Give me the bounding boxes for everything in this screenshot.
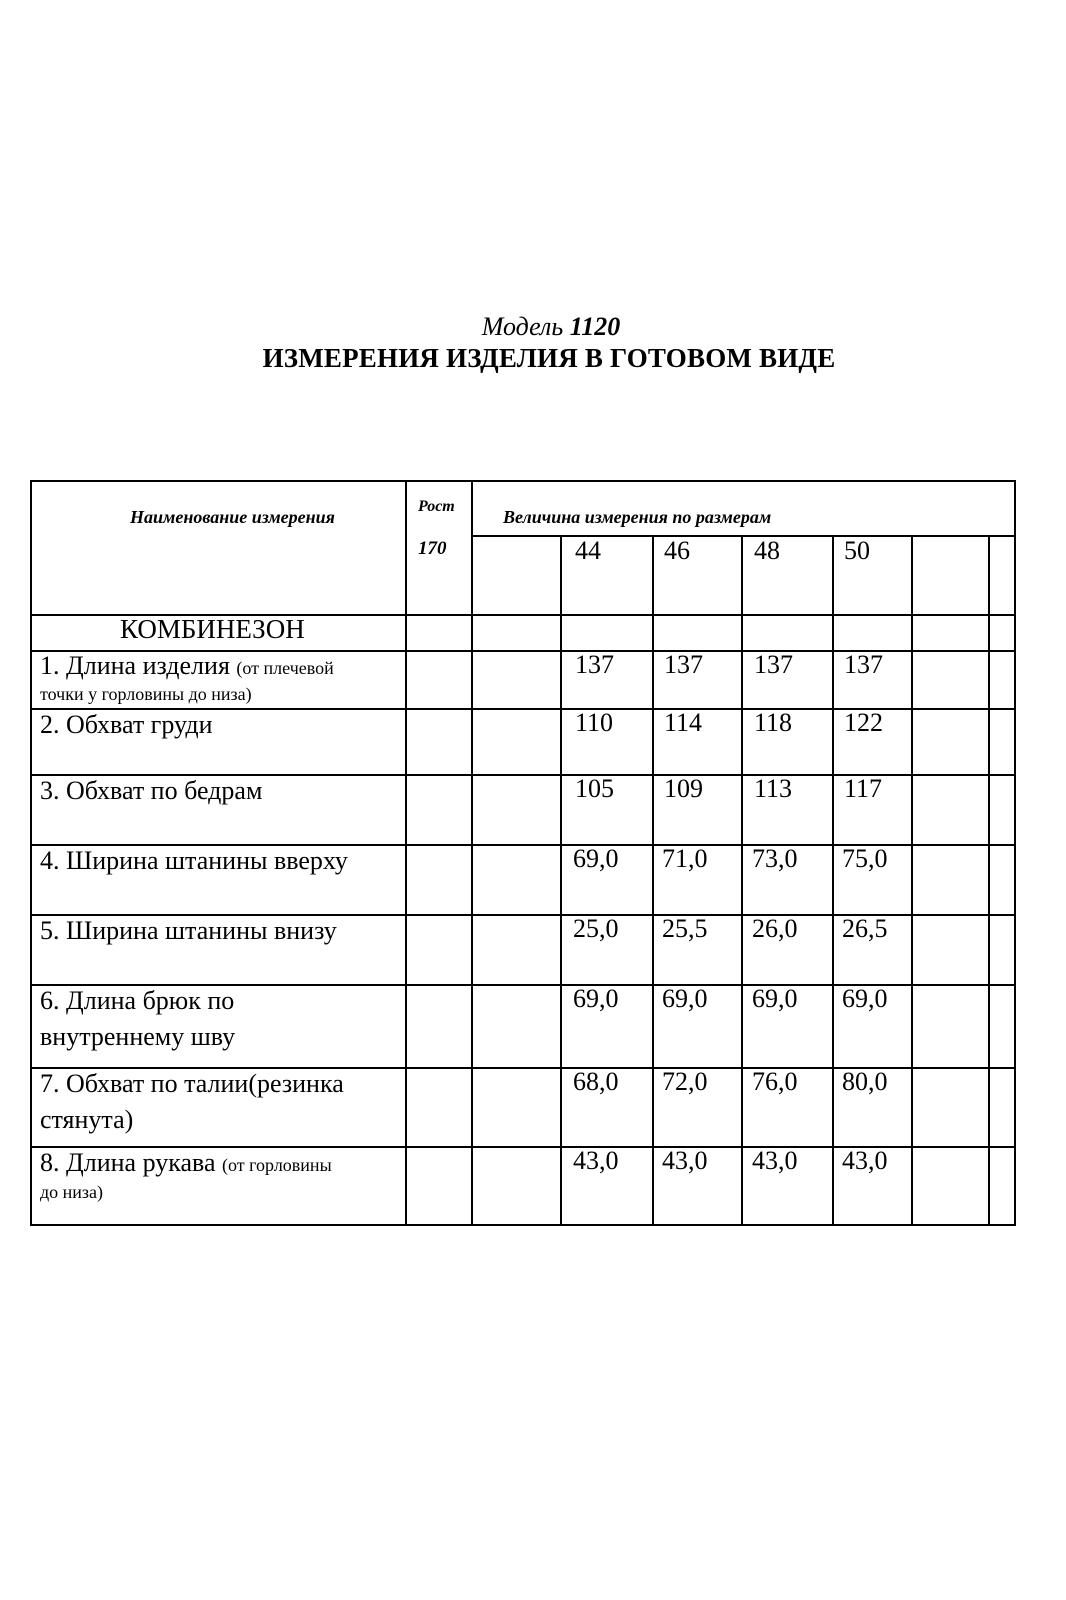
model-number: 1120 bbox=[569, 312, 621, 341]
row-label-line2: стянута) bbox=[40, 1105, 134, 1134]
table-border-bottom bbox=[30, 1224, 1016, 1226]
value-cell: 72,0 bbox=[662, 1067, 708, 1096]
row-label: 7. Обхват по талии(резинка bbox=[40, 1069, 344, 1098]
row-label-text: 8. Длина рукава bbox=[40, 1148, 216, 1177]
model-word: Модель bbox=[481, 312, 564, 341]
value-cell: 76,0 bbox=[752, 1067, 798, 1096]
col-divider bbox=[405, 480, 407, 1226]
row-label: 3. Обхват по бедрам bbox=[40, 776, 263, 805]
value-cell: 110 bbox=[575, 708, 614, 737]
row-label bbox=[40, 648, 334, 686]
size-46: 46 bbox=[664, 536, 690, 565]
row-label-text: 1. Длина изделия bbox=[40, 651, 230, 680]
table-border-right bbox=[1014, 480, 1016, 1226]
value-cell: 68,0 bbox=[573, 1067, 619, 1096]
value-cell: 69,0 bbox=[573, 984, 619, 1013]
value-cell: 75,0 bbox=[842, 844, 888, 873]
row-label: 4. Ширина штанины вверху bbox=[40, 846, 348, 875]
value-cell: 26,5 bbox=[842, 914, 888, 943]
col-divider bbox=[652, 535, 654, 1226]
col-divider bbox=[988, 535, 990, 1226]
value-cell: 73,0 bbox=[752, 844, 798, 873]
value-cell: 109 bbox=[664, 774, 703, 803]
col-name-header: Наименование измерения bbox=[130, 507, 335, 527]
section-label: КОМБИНЕЗОН bbox=[120, 614, 305, 644]
value-cell: 105 bbox=[575, 774, 614, 803]
height-header: Рост bbox=[418, 498, 455, 515]
row-label: 2. Обхват груди bbox=[40, 710, 213, 739]
col-divider bbox=[560, 535, 562, 1226]
value-cell: 114 bbox=[664, 708, 703, 737]
value-cell: 80,0 bbox=[842, 1067, 888, 1096]
model-line bbox=[0, 312, 1066, 342]
value-cell: 25,5 bbox=[662, 914, 708, 943]
value-cell: 117 bbox=[844, 774, 883, 803]
size-44: 44 bbox=[575, 536, 601, 565]
col-divider bbox=[911, 535, 913, 1226]
row-note: (от плечевой bbox=[236, 658, 334, 678]
value-cell: 69,0 bbox=[662, 984, 708, 1013]
row-note-line2: до низа) bbox=[40, 1182, 104, 1202]
value-cell: 43,0 bbox=[573, 1146, 619, 1175]
value-cell: 43,0 bbox=[752, 1146, 798, 1175]
measurements-table bbox=[30, 480, 1016, 1226]
height-value: 170 bbox=[418, 538, 447, 559]
value-cell: 137 bbox=[754, 650, 793, 679]
sizes-header-divider bbox=[472, 535, 1016, 537]
value-cell: 137 bbox=[575, 650, 614, 679]
value-cell: 25,0 bbox=[573, 914, 619, 943]
value-cell: 43,0 bbox=[842, 1146, 888, 1175]
value-cell: 69,0 bbox=[752, 984, 798, 1013]
value-cell: 43,0 bbox=[662, 1146, 708, 1175]
value-cell: 69,0 bbox=[842, 984, 888, 1013]
table-border-top bbox=[30, 480, 1016, 482]
size-48: 48 bbox=[754, 536, 780, 565]
size-50: 50 bbox=[844, 536, 870, 565]
value-cell: 69,0 bbox=[573, 844, 619, 873]
value-cell: 71,0 bbox=[662, 844, 708, 873]
col-divider bbox=[832, 535, 834, 1226]
col-divider bbox=[471, 480, 473, 1226]
value-cell: 113 bbox=[754, 774, 793, 803]
value-cell: 122 bbox=[844, 708, 883, 737]
row-note: (от горловины bbox=[222, 1155, 332, 1175]
value-cell: 26,0 bbox=[752, 914, 798, 943]
table-border-left bbox=[30, 480, 32, 1226]
row-label: 5. Ширина штанины внизу bbox=[40, 916, 337, 945]
value-cell: 118 bbox=[754, 708, 793, 737]
col-divider bbox=[741, 535, 743, 1226]
sizes-header: Величина измерения по размерам bbox=[503, 507, 772, 527]
row-label: 6. Длина брюк по bbox=[40, 986, 235, 1015]
row-note-line2: точки у горловины до низа) bbox=[40, 684, 252, 704]
document-title: ИЗМЕРЕНИЯ ИЗДЕЛИЯ В ГОТОВОМ ВИДЕ bbox=[262, 343, 836, 373]
value-cell: 137 bbox=[844, 650, 883, 679]
row-label-line2: внутреннему шву bbox=[40, 1022, 236, 1051]
value-cell: 137 bbox=[664, 650, 703, 679]
row-label bbox=[40, 1145, 332, 1183]
